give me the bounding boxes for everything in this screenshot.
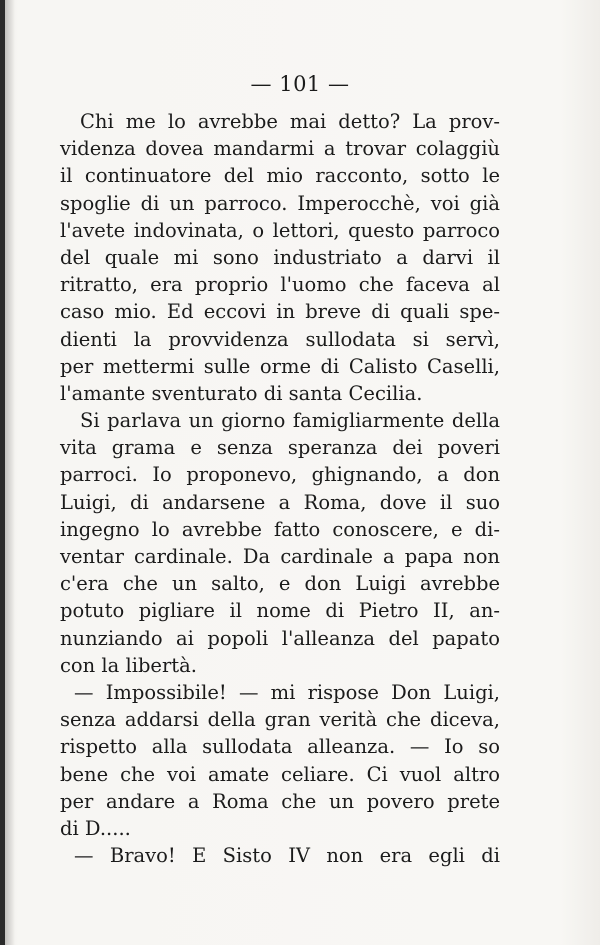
text-line: — Impossibile! — mi rispose Don Luigi, — [74, 680, 500, 704]
text-line: ritratto, era proprio l'uomo che faceva al — [60, 273, 500, 297]
text-line: vita grama e senza speranza dei poveri — [60, 436, 500, 460]
text-line: bene che voi amate celiare. Ci vuol altro — [60, 762, 500, 786]
text-line: ventar cardinale. Da cardinale a papa non — [60, 545, 500, 568]
page-binding-shadow — [5, 0, 15, 945]
text-line: di D..... — [60, 816, 131, 840]
text-line: l'amante sventurato di santa Cecilia. — [60, 381, 423, 405]
text-line: potuto pigliare il nome di Pietro II, an- — [60, 599, 500, 623]
text-line: per andare a Roma che un povero prete — [60, 789, 500, 813]
text-line: c'era che un salto, e don Luigi avrebbe — [60, 572, 500, 596]
text-line: dienti la provvidenza sullodata si servì, — [60, 327, 500, 351]
text-line: senza addarsi della gran verità che diceva, — [60, 708, 500, 732]
text-line: nunziando ai popoli l'alleanza del papato — [60, 626, 500, 650]
text-line: — Bravo! E Sisto IV non era egli di — [74, 844, 500, 868]
text-line: ingegno lo avrebbe fatto conoscere, e di- — [60, 517, 500, 541]
text-line: il continuatore del mio racconto, sotto le — [60, 164, 500, 188]
text-line: per mettermi sulle orme di Calisto Caselli, — [60, 354, 500, 378]
text-line: l'avete indovinata, o lettori, questo parroco — [60, 218, 500, 242]
text-line: Luigi, di andarsene a Roma, dove il suo — [60, 490, 500, 514]
text-line: parroci. Io proponevo, ghignando, a don — [60, 463, 500, 487]
text-line: del quale mi sono industriato a darvi il — [60, 245, 500, 269]
text-line: videnza dovea mandarmi a trovar colaggiù — [60, 137, 500, 161]
text-line: con la libertà. — [60, 653, 197, 677]
text-line: caso mio. Ed eccovi in breve di quali spe- — [60, 300, 500, 324]
text-line: Chi me lo avrebbe mai detto? La prov- — [80, 110, 500, 133]
text-line: Si parlava un giorno famigliarmente della — [80, 409, 500, 433]
page-number: — 101 — — [250, 72, 350, 96]
text-line: rispetto alla sullodata alleanza. — Io so — [60, 735, 500, 759]
body-text — [60, 108, 500, 869]
text-line: spoglie di un parroco. Imperocchè, voi già — [60, 191, 500, 215]
